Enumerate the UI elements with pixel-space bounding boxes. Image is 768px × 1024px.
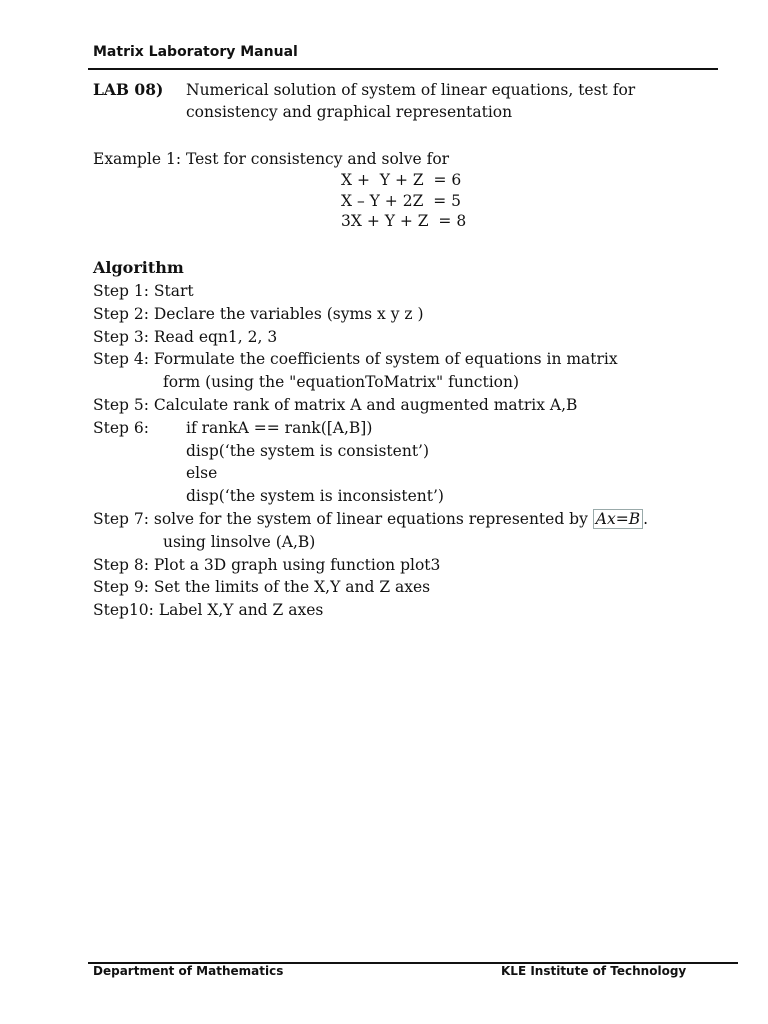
example-intro: Example 1: Test for consistency and solve for bbox=[93, 150, 450, 168]
running-header-title: Matrix Laboratory Manual bbox=[93, 44, 298, 60]
step-7-text: Step 7: solve for the system of linear equations represented by bbox=[93, 509, 593, 528]
formula-equals: = bbox=[615, 509, 629, 528]
equation-1: X + Y + Z = 6 bbox=[341, 171, 462, 189]
step-4: Step 4: Formulate the coefficients of system of equations in matrix bbox=[93, 350, 618, 369]
footer-department: Department of Mathematics bbox=[93, 964, 284, 978]
step-10: Step10: Label X,Y and Z axes bbox=[93, 601, 324, 620]
step-6-inconsistent: disp(‘the system is inconsistent’) bbox=[186, 487, 444, 506]
formula-b: B bbox=[628, 509, 641, 528]
step-7-continuation: using linsolve (A,B) bbox=[163, 532, 316, 551]
formula-ax: Ax bbox=[595, 509, 616, 528]
step-6-if: if rankA == rank([A,B]) bbox=[186, 418, 373, 437]
lab-title-line-2: consistency and graphical representation bbox=[186, 103, 513, 121]
equation-3: 3X + Y + Z = 8 bbox=[341, 212, 467, 230]
lab-title-line-1: Numerical solution of system of linear equations, test for bbox=[186, 81, 636, 99]
footer-institute: KLE Institute of Technology bbox=[501, 964, 687, 978]
step-1: Step 1: Start bbox=[93, 282, 194, 300]
equation-2: X – Y + 2Z = 5 bbox=[341, 191, 461, 210]
ax-equals-b-formula bbox=[593, 509, 643, 529]
step-6 bbox=[93, 417, 733, 440]
step-6-label: Step 6: bbox=[93, 418, 149, 437]
algorithm-heading: Algorithm bbox=[93, 258, 184, 277]
step-5: Step 5: Calculate rank of matrix A and augmented matrix A,B bbox=[93, 395, 578, 414]
step-3: Step 3: Read eqn1, 2, 3 bbox=[93, 327, 278, 346]
step-4-continuation: form (using the "equationToMatrix" function) bbox=[163, 373, 520, 392]
lab-title bbox=[186, 79, 706, 123]
step-6-consistent: disp(‘the system is consistent’) bbox=[186, 441, 430, 460]
equation-system bbox=[341, 170, 466, 232]
lab-number: LAB 08) bbox=[93, 80, 164, 99]
algorithm-steps bbox=[93, 280, 733, 622]
header-rule bbox=[88, 68, 718, 70]
step-7-period: . bbox=[643, 509, 649, 528]
step-7 bbox=[93, 508, 733, 531]
step-9: Step 9: Set the limits of the X,Y and Z axes bbox=[93, 578, 431, 597]
step-2: Step 2: Declare the variables (syms x y z ) bbox=[93, 304, 424, 323]
step-8: Step 8: Plot a 3D graph using function plot3 bbox=[93, 555, 441, 574]
step-6-else: else bbox=[186, 464, 218, 483]
